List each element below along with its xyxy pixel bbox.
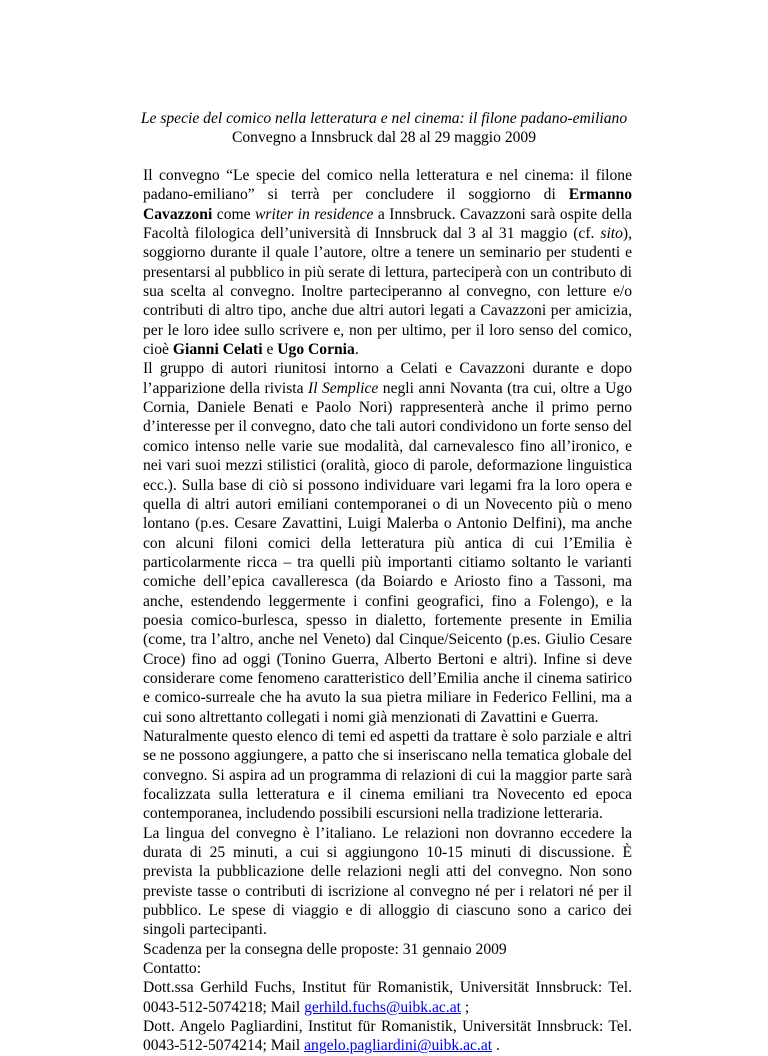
contact-label: Contatto: <box>143 960 202 978</box>
text-segment: a Innsbruck. Cavazzoni sarà ospite della Facoltà filologica dell’università di Innsbruck dal 3 al 31 maggio (cf. <box>143 205 632 243</box>
conference-title: Le specie del comico nella letteratura e nel cinema: il filone padano-emiliano <box>140 110 628 127</box>
email-link-pagliardini[interactable]: angelo.pagliardini@uibk.ac.at <box>304 1037 493 1055</box>
emphasis-text: sito <box>600 225 623 243</box>
contact-pagliardini <box>143 1017 632 1056</box>
document-body <box>143 166 632 1056</box>
author-name: Ermanno Cavazzoni <box>143 186 632 223</box>
magazine-title: Il Semplice <box>308 379 379 397</box>
text-segment: e <box>262 341 278 359</box>
text-segment: Il gruppo di autori riunitosi intorno a Celati e Cavazzoni durante e dopo l’apparizione della rivista <box>143 360 632 397</box>
paragraph-group <box>143 359 632 727</box>
paragraph-language: La lingua del convegno è l’italiano. Le relazioni non dovranno eccedere la durata di 25 minuti, a cui si aggiungono 10-15 minuti di discussione. È prevista la pubblicazione delle relazioni negli atti del convegno. Non sono previste tasse o contributi di iscrizione al convegno né per i relatori né per il pubblico. Le spese di viaggio e di alloggio di ciascuno sono a carico dei singoli partecipanti. <box>143 824 632 939</box>
contact-text: Dott.ssa Gerhild Fuchs, Institut für Romanistik, Universität Innsbruck: Tel. 0043-512-5074218; Mail <box>143 979 632 1016</box>
author-name: Gianni Celati <box>172 341 263 359</box>
emphasis-text: writer in residence <box>255 205 374 223</box>
contact-fuchs <box>143 978 632 1017</box>
deadline-line: Scadenza per la consegna delle proposte: 31 gennaio 2009 <box>143 940 507 958</box>
email-link-fuchs[interactable]: gerhild.fuchs@uibk.ac.at <box>304 998 461 1016</box>
text-segment: negli anni Novanta (tra cui, oltre a Ugo Cornia, Daniele Benati e Paolo Nori) rappresenterà anche il primo perno d’interesse per il convegno, dato che tali autori condividono un forte senso del comico intenso nelle varie sue modalità, dal carnevalesco fino all’ironico, e nei vari suoi mezzi stilistici (oralità, gioco di parole, deformazione linguistica ecc.). Sulla base di ciò si possono individuare vari legami fra la loro opera e quella di altri autori emiliani contemporanei o di un Novecento più o meno lontano (p.es. Cesare Zavattini, Luigi Malerba o Antonio Delfini), ma anche con alcuni filoni comici della letteratura più antica di cui l’Emilia è particolarmente ricca – tra quelli più importanti citiamo soltanto le varianti comiche dell’epica cavalleresca (da Boiardo e Ariosto fino a Tassoni, ma anche, estendendo leggermente i confini geografici, fino a Folengo), e la poesia comico-burlesca, spesso in dialetto, fortemente presente in Emilia (come, tra l’altro, anche nel Veneto) dal Cinque/Seicento (p.es. Giulio Cesare Croce) fino ad oggi (Tonino Guerra, Alberto Bertoni e altri). Infine si deve considerare come fenomeno caratteristico dell’Emilia anche il cinema satirico e comico-surreale che ha avuto la sua pietra miliare in Federico Fellini, ma a cui sono altrettanto collegati i nomi già menzionati di Zavattini e Guerra. <box>143 379 632 726</box>
contact-text: Dott. Angelo Pagliardini, Institut für Romanistik, Universität Innsbruck: Tel. 0043-512-5074214; Mail <box>143 1018 632 1055</box>
text-segment: come <box>212 205 256 223</box>
paragraph-topics: Naturalmente questo elenco di temi ed aspetti da trattare è solo parziale e altri se ne possono aggiungere, a patto che si inseriscano nella tematica globale del convegno. Si aspira ad un programma di relazioni di cui la maggior parte sarà focalizzata sulla letteratura e il cinema emiliani tra Novecento ed epoca contemporanea, includendo possibili escursioni nella tradizione letteraria. <box>143 727 632 823</box>
author-name: Ugo Cornia <box>277 341 355 359</box>
paragraph-intro <box>143 166 632 359</box>
text-segment: ), soggiorno durante il quale l’autore, oltre a tenere un seminario per studenti e presentarsi al pubblico in più serate di lettura, parteciperà con un contributo di sua scelta al convegno. Inoltre parteciperanno al convegno, con letture e/o contributi di altro tipo, anche due altri autori legati a Cavazzoni per amicizia, per le loro idee sullo scrivere e, non per ultimo, per il loro senso del comico, cioè <box>143 225 632 359</box>
text-segment: . <box>492 1037 500 1055</box>
text-segment: . <box>354 341 359 359</box>
text-segment: Il convegno “Le specie del comico nella letteratura e nel cinema: il filone padano-emiliano” si terrà per concludere il soggiorno di <box>143 167 632 204</box>
conference-subtitle: Convegno a Innsbruck dal 28 al 29 maggio 2009 <box>231 129 537 146</box>
text-segment: ; <box>460 998 470 1016</box>
